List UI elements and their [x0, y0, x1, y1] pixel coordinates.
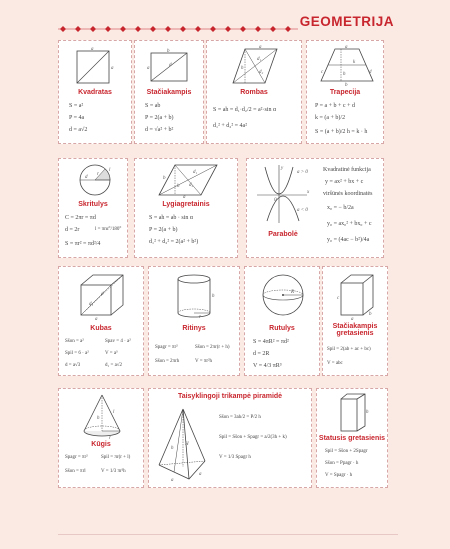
prism-figure [337, 391, 369, 435]
formula: Spil = 2(ab + ac + bc) [327, 347, 371, 352]
card-parabole [246, 158, 384, 258]
card-title: Lygiagretainis [162, 201, 210, 208]
formula: S = ah = d₁·d₂/2 = a²·sin α [213, 107, 277, 113]
label-d2: d₂ [189, 183, 194, 188]
label-d: d [101, 292, 104, 297]
formula: P = a + b + c + d [315, 103, 355, 109]
sphere-figure [259, 271, 307, 319]
card-title: Ritinys [182, 325, 206, 332]
formula: y₀ = (4ac − b²)/4a [327, 237, 370, 243]
label-x: x [307, 190, 310, 195]
formula: x₀ = − b/2a [327, 205, 354, 211]
formula: Kvadratinė funkcija [323, 167, 371, 173]
formula: Sšon = πrl [65, 469, 86, 474]
formula: Spil = πr(r + l) [101, 455, 131, 460]
formula: viršūnės koordinatės [323, 191, 373, 197]
label-R: R [291, 290, 295, 295]
label-b: b [163, 176, 166, 181]
label-b: b [369, 312, 372, 317]
card-title: Kvadratas [78, 89, 112, 96]
label-h: h [241, 66, 244, 71]
formula: l = πrα°/180° [95, 227, 122, 232]
card-title: Stačiakampis [146, 89, 192, 96]
label-l: l [109, 168, 111, 173]
label-d1: d₁ [193, 170, 198, 175]
formula: d = 2r [65, 227, 80, 233]
label-h: h [177, 184, 180, 189]
label-a: a [147, 66, 150, 71]
trapezoid-figure [317, 45, 377, 87]
card-trapecija [306, 40, 384, 144]
label-h: h [366, 410, 369, 415]
formula: S = 4πR² = πd² [253, 339, 289, 345]
formula: d = √a² + b² [145, 127, 174, 133]
square-figure [73, 47, 119, 87]
label-d: d [369, 70, 372, 75]
formula: C = 2πr = πd [65, 215, 96, 221]
label-d2: d₂ [259, 70, 264, 75]
formula: P = 2(a + b) [149, 227, 178, 233]
formula: V = abc [327, 361, 343, 366]
label-origin: 0 [274, 198, 277, 203]
formula: y = ax² + bx + c [325, 179, 364, 185]
label-a2: a [199, 472, 202, 477]
card-title: Skritulys [78, 201, 108, 208]
label-h: h [171, 446, 174, 451]
formula: V = 1/3 πr²h [101, 469, 126, 474]
formula: Spav = 4 · a² [105, 339, 131, 344]
card-kubas [58, 266, 144, 376]
formula: y₀ = ax₀² + bx₀ + c [327, 221, 372, 227]
formula: V = 4/3 πR³ [253, 363, 282, 369]
card-skritulys [58, 158, 128, 258]
label-y: y [281, 166, 284, 171]
label-d: d [85, 175, 88, 180]
decorative-strip [58, 26, 298, 32]
formula: S = a² [69, 103, 84, 109]
rectangle-figure [147, 47, 193, 87]
card-title: Rombas [240, 89, 268, 96]
formula: S = ab [145, 103, 161, 109]
formula: Spil = Sšon + Spagr = a/2(3h + k) [219, 435, 287, 440]
formula: d = a√2 [69, 127, 88, 133]
label-d1: d₁ [257, 57, 262, 62]
card-piramide [148, 388, 312, 488]
formula: k = (a + b)/2 [315, 115, 346, 121]
label-d: d [169, 63, 172, 68]
cube-figure [77, 271, 127, 321]
formula: V = 1/3 Spagr h [219, 455, 251, 460]
formula: Spil = Sšon + 2Spagr [325, 449, 368, 454]
label-h: h [343, 72, 346, 77]
cylinder-figure [171, 271, 217, 321]
card-kvadratas [58, 40, 132, 144]
formula: S = πr² = πd²/4 [65, 241, 101, 247]
formula: P = 4a [69, 115, 85, 121]
card-title: Trapecija [329, 89, 361, 96]
label-h: h [212, 294, 215, 299]
formula: Sšon = Ppagr · h [325, 461, 359, 466]
formula: P = 2(a + b) [145, 115, 174, 121]
formula: d₁² + d₂² = 4a² [213, 123, 248, 129]
card-title: Rutulys [269, 325, 295, 332]
formula: Sšon = 3ah/2 = P/2 h [219, 415, 261, 420]
label-h: h [97, 416, 100, 421]
formula: Sšon = 2πr(r + h) [195, 345, 230, 350]
label-a: a [183, 195, 186, 199]
label-k: k [353, 60, 356, 65]
formula: Spagr = πr² [155, 345, 178, 350]
card-title: Stačiakampis gretasienis [332, 323, 378, 337]
formula: d₁² + d₂² = 2(a² + b²) [149, 239, 199, 245]
card-kugis [58, 388, 144, 488]
label-H: H [185, 442, 189, 447]
page-title: GEOMETRIJA [299, 14, 394, 29]
formula: V = a³ [105, 351, 118, 356]
card-rutulys [244, 266, 320, 376]
cuboid-figure [337, 271, 377, 321]
label-a: a [95, 317, 98, 321]
card-title: Statusis gretasienis [318, 435, 386, 442]
card-rombas [206, 40, 302, 144]
label-a: a [259, 45, 262, 50]
label-a: a [345, 45, 348, 50]
label-r: r [109, 436, 111, 441]
circle-figure [75, 161, 115, 199]
card-title: Kūgis [91, 441, 111, 448]
card-staciakampis [134, 40, 204, 144]
label-a-neg: a < 0 [297, 208, 308, 213]
parabola-figure [253, 161, 313, 225]
formula: V = Spagr · h [325, 473, 353, 478]
card-ritinys [148, 266, 240, 376]
card-title: Kubas [90, 325, 112, 332]
card-title: Taisyklingoji trikampė piramidė [177, 393, 283, 400]
rhombus-figure [225, 45, 285, 89]
card-lygiagretainis [134, 158, 238, 258]
card-statusis-gretasienis [316, 388, 388, 488]
label-a-top: a [91, 47, 94, 52]
formula: S = ah = ab · sin α [149, 215, 194, 221]
label-r: r [97, 172, 99, 177]
parallelogram-figure [155, 161, 221, 199]
formula: Sšon = 2πrh [155, 359, 180, 364]
formula: d = 2R [253, 351, 270, 357]
label-d1: d₁ [89, 302, 94, 307]
formula: Sšon = a² [65, 339, 84, 344]
label-a: a [351, 317, 354, 321]
card-title: Parabolė [268, 231, 298, 238]
footer-line [58, 534, 398, 535]
label-a-pos: a > 0 [297, 170, 308, 175]
label-c: c [321, 70, 324, 75]
formula: d = a√3 [65, 363, 81, 368]
formula: Spagr = πr² [65, 455, 88, 460]
formula: S = (a + b)/2 h = k · h [315, 129, 368, 135]
cone-figure [79, 391, 125, 441]
label-b: b [345, 83, 348, 87]
pyramid-figure [155, 405, 211, 485]
formula: V = πr²h [195, 359, 213, 364]
label-b: b [167, 49, 170, 54]
label-c: c [337, 296, 340, 301]
formula: d₁ = a√2 [105, 363, 123, 368]
formula: Spil = 6 · a² [65, 351, 89, 356]
label-l: l [113, 410, 115, 415]
label-a-side: a [111, 66, 114, 71]
card-staciakampis-gretasienis [322, 266, 388, 376]
label-r: r [199, 315, 201, 320]
label-a: a [171, 478, 174, 483]
